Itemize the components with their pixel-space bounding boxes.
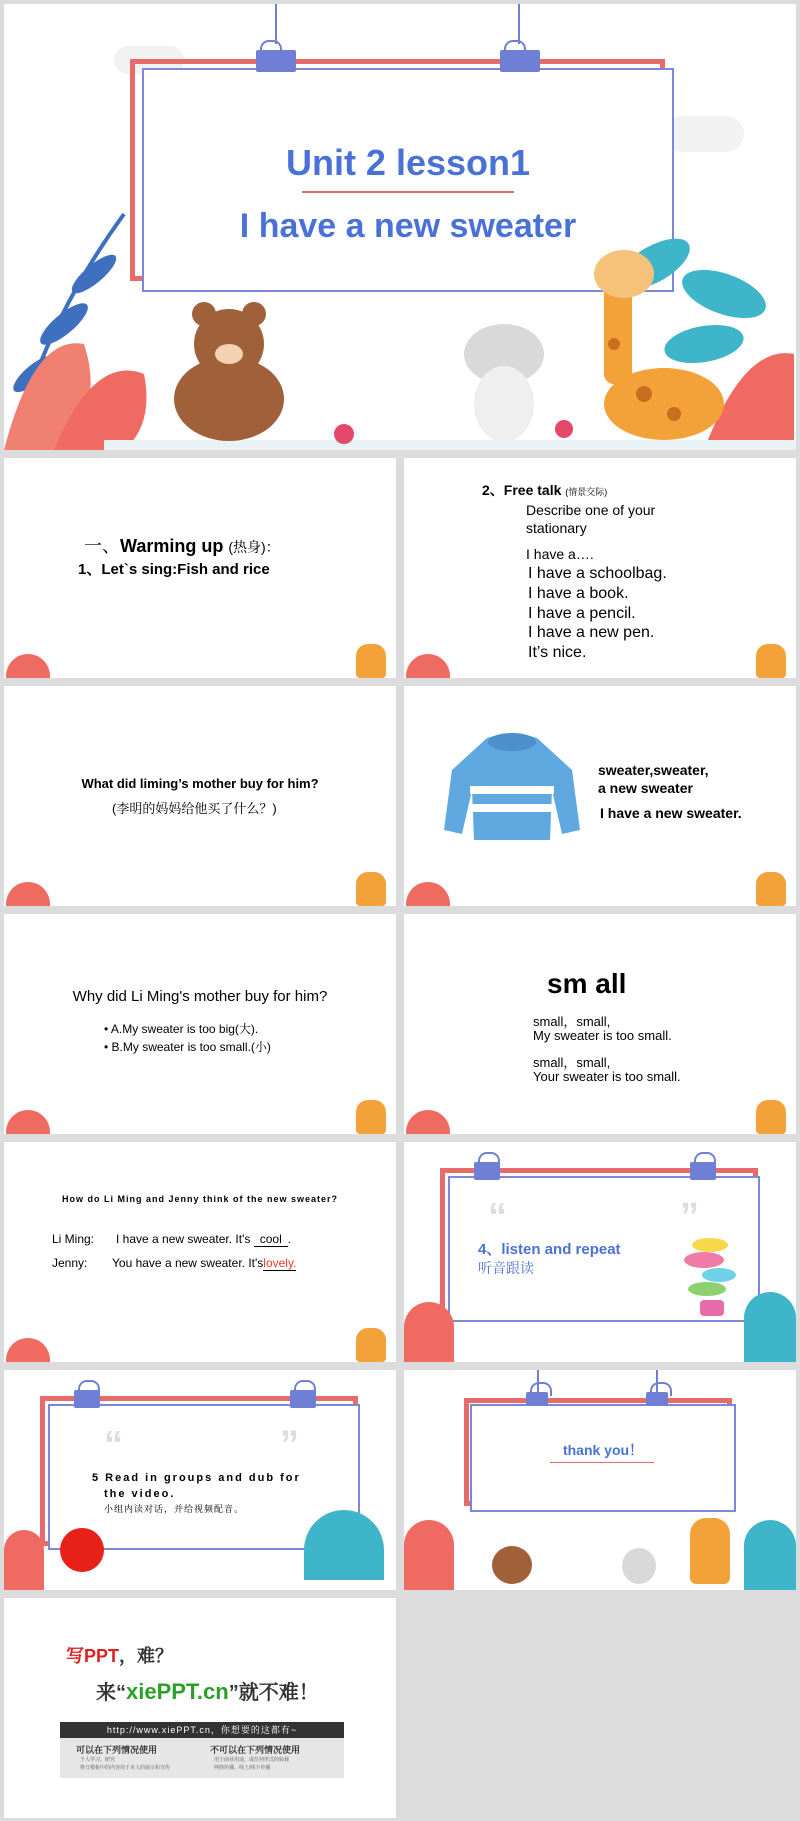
slide-warming-up[interactable] bbox=[4, 458, 396, 678]
why-question: Why did Li Ming's mother buy for him? bbox=[72, 988, 328, 1005]
plant-decoration bbox=[744, 1520, 796, 1590]
slide-why-question[interactable] bbox=[4, 914, 396, 1134]
prompt-line-1: Describe one of your bbox=[526, 502, 656, 518]
ad-ppt: 写PPT bbox=[66, 1646, 120, 1666]
slide-title[interactable] bbox=[4, 4, 796, 450]
giraffe-icon bbox=[756, 644, 786, 678]
binder-clip-icon bbox=[474, 1162, 500, 1180]
question-text: What did liming’s mother buy for him? bbox=[81, 776, 319, 791]
slide-dialogue[interactable] bbox=[4, 1142, 396, 1362]
sweater-icon bbox=[442, 730, 582, 845]
quote-open-icon: “ bbox=[488, 1196, 507, 1238]
flower-icon bbox=[60, 1528, 104, 1572]
title-underline bbox=[302, 191, 514, 193]
binder-clip-icon bbox=[646, 1392, 668, 1406]
giraffe-icon bbox=[356, 1100, 386, 1134]
option-a-text: A.My sweater is too big(大). bbox=[110, 1022, 259, 1036]
option-b: • B.My sweater is too small.(小) bbox=[104, 1040, 271, 1054]
small-line-2: My sweater is too small. bbox=[533, 1028, 672, 1043]
slide-sweater[interactable] bbox=[404, 686, 796, 906]
ad-not-hard: ”就不难！ bbox=[228, 1682, 319, 1704]
plant-decoration bbox=[404, 1302, 454, 1362]
heading-note: (热身)： bbox=[228, 539, 280, 555]
ad-site: xiePPT.cn bbox=[126, 1679, 229, 1704]
talk-line: I have a…. bbox=[526, 546, 594, 562]
liming-text: I have a new sweater. It's bbox=[116, 1232, 251, 1246]
slide-read-groups[interactable] bbox=[4, 1370, 396, 1590]
raccoon-icon bbox=[622, 1548, 656, 1584]
liming-end: . bbox=[287, 1232, 292, 1246]
plant-decoration bbox=[406, 882, 450, 906]
giraffe-icon bbox=[756, 1100, 786, 1134]
balloons-decoration bbox=[684, 1238, 744, 1318]
talk-line: I have a book. bbox=[528, 585, 629, 602]
jenny-line bbox=[112, 1256, 296, 1270]
slide-question[interactable] bbox=[4, 686, 396, 906]
song-line: 1、Let`s sing:Fish and rice bbox=[78, 561, 270, 578]
thank-you-underline bbox=[550, 1462, 654, 1463]
free-talk-note: (情景交际) bbox=[565, 487, 608, 497]
chant-line-1: sweater,sweater, bbox=[598, 762, 709, 778]
ad-line-1 bbox=[66, 1642, 173, 1668]
read-line-2: the video. bbox=[104, 1488, 176, 1500]
hanging-string bbox=[275, 4, 277, 44]
liming-line bbox=[116, 1232, 291, 1246]
bear-icon bbox=[492, 1546, 532, 1584]
giraffe-icon bbox=[356, 644, 386, 678]
plant-decoration bbox=[404, 1520, 454, 1590]
jenny-text: You have a new sweater. It's bbox=[112, 1256, 264, 1270]
hanging-string bbox=[518, 4, 520, 44]
heading-text: Warming up bbox=[120, 536, 224, 556]
lesson-subtitle: I have a new sweater bbox=[239, 207, 577, 245]
question-translation: (李明的妈妈给他买了什么？) bbox=[112, 801, 277, 816]
warming-up-heading bbox=[84, 532, 280, 558]
plant-decoration bbox=[6, 1110, 50, 1134]
plant-decoration bbox=[304, 1510, 384, 1580]
plant-decoration bbox=[6, 1338, 50, 1362]
plant-decoration bbox=[744, 1292, 796, 1362]
plant-decoration bbox=[406, 1110, 450, 1134]
small-line-3: small，small, bbox=[533, 1055, 611, 1070]
plant-decoration bbox=[6, 654, 50, 678]
ad-col1-title: 可以在下列情况使用 bbox=[76, 1745, 158, 1755]
plant-decoration bbox=[6, 882, 50, 906]
cloud-decoration bbox=[664, 116, 744, 152]
option-a: • A.My sweater is too big(大). bbox=[104, 1022, 259, 1036]
binder-clip-icon bbox=[256, 50, 296, 72]
binder-clip-icon bbox=[526, 1392, 548, 1406]
liming-answer: cool bbox=[254, 1232, 288, 1247]
small-title: sm all bbox=[547, 968, 627, 999]
read-line-3: 小组内读对话，并给视频配音。 bbox=[104, 1504, 245, 1514]
lesson-title: Unit 2 lesson1 bbox=[285, 142, 531, 183]
slide-ad[interactable] bbox=[4, 1598, 396, 1818]
talk-line: It’s nice. bbox=[528, 644, 587, 661]
slide-free-talk[interactable] bbox=[404, 458, 796, 678]
chant-line-3: I have a new sweater. bbox=[600, 805, 742, 821]
plant-decoration bbox=[4, 204, 796, 450]
quote-close-icon: ” bbox=[280, 1424, 299, 1466]
heading-prefix: 一、 bbox=[84, 536, 120, 556]
talk-line: I have a schoolbag. bbox=[528, 565, 667, 582]
ad-line-2 bbox=[96, 1676, 319, 1705]
slide-small[interactable] bbox=[404, 914, 796, 1134]
talk-line: I have a new pen. bbox=[528, 624, 655, 641]
speaker-jenny: Jenny: bbox=[52, 1256, 88, 1270]
giraffe-icon bbox=[756, 872, 786, 906]
dialogue-question: How do Li Ming and Jenny think of the new sweater? bbox=[61, 1194, 338, 1204]
quote-open-icon: “ bbox=[104, 1424, 123, 1466]
ad-come: 来“ bbox=[96, 1682, 126, 1704]
free-talk-heading bbox=[482, 480, 607, 500]
small-line-1: small，small, bbox=[533, 1014, 611, 1029]
binder-clip-icon bbox=[74, 1390, 100, 1408]
quote-close-icon: ” bbox=[680, 1196, 699, 1238]
thank-you-text: thank you！ bbox=[562, 1442, 644, 1458]
ad-banner[interactable]: http://www.xiePPT.cn，你想要的这都有~ bbox=[60, 1722, 344, 1738]
giraffe-icon bbox=[356, 1328, 386, 1362]
speaker-liming: Li Ming: bbox=[52, 1232, 95, 1246]
binder-clip-icon bbox=[290, 1390, 316, 1408]
ad-col1-item: 个人学习、研究 bbox=[80, 1757, 116, 1763]
talk-line: I have a pencil. bbox=[528, 605, 636, 622]
ad-col2-item: 网络传播、线上/线下传播 bbox=[214, 1765, 271, 1771]
option-b-text: B.My sweater is too small.(小) bbox=[111, 1040, 271, 1054]
small-line-4: Your sweater is too small. bbox=[533, 1069, 681, 1084]
ad-col2-item: 用于商业用途，或任何形式的转载 bbox=[214, 1757, 290, 1763]
plant-decoration bbox=[406, 654, 450, 678]
jenny-answer: lovely. bbox=[263, 1256, 297, 1270]
ad-hard: ，难？ bbox=[119, 1646, 174, 1666]
read-line-1: 5 Read in groups and dub for bbox=[92, 1472, 301, 1484]
slide-listen-repeat[interactable] bbox=[404, 1142, 796, 1362]
prompt-line-2: stationary bbox=[526, 520, 587, 536]
giraffe-icon bbox=[690, 1518, 730, 1584]
ad-col2-title: 不可以在下列情况使用 bbox=[210, 1745, 301, 1755]
listen-subtitle: 听音跟读 bbox=[478, 1260, 534, 1276]
chant-line-2: a new sweater bbox=[598, 780, 693, 796]
plant-decoration bbox=[4, 1530, 44, 1590]
binder-clip-icon bbox=[500, 50, 540, 72]
listen-title: 4、listen and repeat bbox=[478, 1241, 621, 1258]
ad-col1-item: 将日模板中的内容用于本人的展示和宣传 bbox=[80, 1765, 171, 1771]
giraffe-icon bbox=[356, 872, 386, 906]
slide-thank-you[interactable] bbox=[404, 1370, 796, 1590]
free-talk-title: 2、Free talk bbox=[482, 482, 562, 498]
binder-clip-icon bbox=[690, 1162, 716, 1180]
